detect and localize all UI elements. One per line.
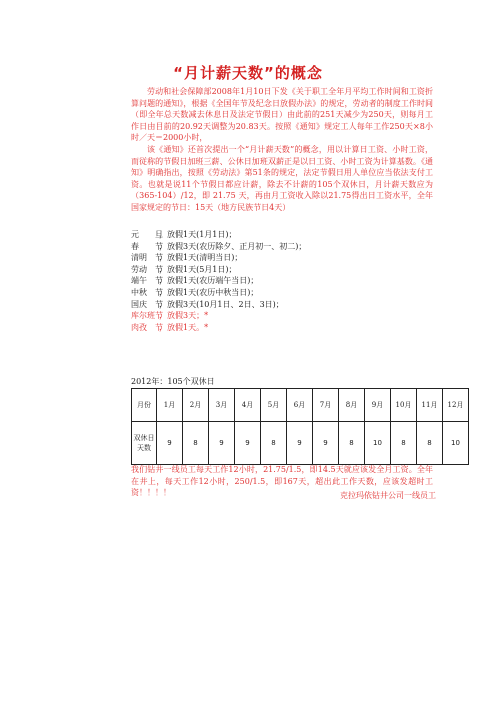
holiday-item [131, 241, 431, 253]
value-cell: 9 [209, 422, 235, 465]
table-header-row [132, 389, 469, 422]
value-cell: 8 [417, 422, 443, 465]
value-cell: 10 [365, 422, 391, 465]
holiday-name: 端午 节 [131, 276, 163, 286]
value-cell: 8 [391, 422, 417, 465]
body-text [131, 86, 433, 214]
holiday-item [131, 275, 431, 287]
month-cell: 5月 [261, 389, 287, 422]
paragraph-2: 该《通知》还首次提出一个“月计薪天数”的概念，用以计算日工资、小时工资，而従称的节假日加班三薪、公休日加班双薪正是以日工资、小时工资为计算基数。《通知》明确指出，按照《劳动法》第51条的规定，法定节假日用人单位应当依法支付工资。也就是说11个节假日都应计薪，除去不计薪的105个双休日，月计薪天数应为（365-104）/12，即 21.75 天，再由月工资收入除以21.75得出日工资水平，全年国家规定的节日：15天（地方民族节日4天） [131, 144, 433, 212]
holiday-name: 春 节 [131, 241, 163, 251]
paragraph-1: 劳动和社会保障部2008年1月10日下发《关于职工全年月平均工作时间和工资折算问题的通知》，根据《全国年节及纪念日放假办法》的规定，劳动者的制度工作时间（即全年总天数减去休息日及法定节假日）由此前的251天减少为250天，则每月工作日由目前的20.92天调整为20.83天。按照《通知》规定工人每年工作250天×8小时／天＝2000小时， [131, 87, 433, 143]
month-cell: 10月 [391, 389, 417, 422]
holiday-name: 清明 节 [131, 253, 163, 263]
holiday-item [131, 252, 431, 264]
month-header-cell: 月份 [132, 389, 157, 422]
holiday-name: 元 旦 [131, 230, 163, 239]
month-cell: 4月 [235, 389, 261, 422]
holiday-name: 库尔班节 [131, 311, 163, 321]
value-cell: 9 [287, 422, 313, 465]
holiday-list [131, 229, 431, 333]
value-cell: 9 [157, 422, 183, 465]
month-cell: 11月 [417, 389, 443, 422]
holiday-item [131, 229, 431, 241]
holiday-detail: ，放假1天(农历端午当日)； [159, 276, 259, 286]
value-cell: 8 [261, 422, 287, 465]
holiday-name: 中秋 节 [131, 287, 163, 297]
document-title: “月计薪天数”的概念 [173, 64, 323, 82]
holiday-item [131, 322, 431, 334]
row-label-cell: 双休日天数 [132, 422, 157, 465]
holiday-name: 劳动 节 [131, 264, 163, 274]
holiday-detail: ，放假1天(5月1日)； [159, 264, 237, 274]
table-row [132, 422, 469, 465]
overtime-note: 我们钻井一线员工每天工作12小时，21.75/1.5，即14.5天就应该发全月工资。全年在井上，每天工作12小时，250/1.5，即167天，超出此工作天数，应该发超时工资！！！！ [131, 465, 433, 498]
holiday-item [131, 310, 431, 322]
value-cell: 9 [313, 422, 339, 465]
month-cell: 8月 [339, 389, 365, 422]
holiday-item [131, 287, 431, 299]
holiday-detail: ，放假3天(农历除夕、正月初一、初二)； [159, 241, 307, 251]
value-cell: 10 [443, 422, 469, 465]
year-summary: 2012年：105个双休日 [131, 377, 215, 386]
holiday-detail: ，放假1天(农历中秋当日)； [159, 287, 259, 297]
month-cell: 2月 [183, 389, 209, 422]
signature: 克拉玛依钻井公司一线员工 [340, 491, 436, 500]
weekend-days-table [131, 388, 469, 465]
holiday-detail: ，放假3天(10月1日、2日、3日)； [159, 299, 284, 309]
month-cell: 9月 [365, 389, 391, 422]
value-cell: 9 [235, 422, 261, 465]
holiday-detail: ，放假1天(清明当日)； [159, 253, 243, 263]
holiday-item [131, 299, 431, 311]
holiday-detail: ，放假3天；* [159, 311, 209, 321]
month-cell: 12月 [443, 389, 469, 422]
month-cell: 1月 [157, 389, 183, 422]
month-cell: 3月 [209, 389, 235, 422]
month-cell: 7月 [313, 389, 339, 422]
month-cell: 6月 [287, 389, 313, 422]
holiday-detail: ，放假1天(1月1日)； [159, 230, 237, 239]
holiday-item [131, 264, 431, 276]
holiday-name: 国庆 节 [131, 299, 163, 309]
holiday-detail: ，放假1天。* [159, 322, 209, 332]
value-cell: 8 [183, 422, 209, 465]
value-cell: 8 [339, 422, 365, 465]
holiday-name: 肉孜 节 [131, 322, 163, 332]
